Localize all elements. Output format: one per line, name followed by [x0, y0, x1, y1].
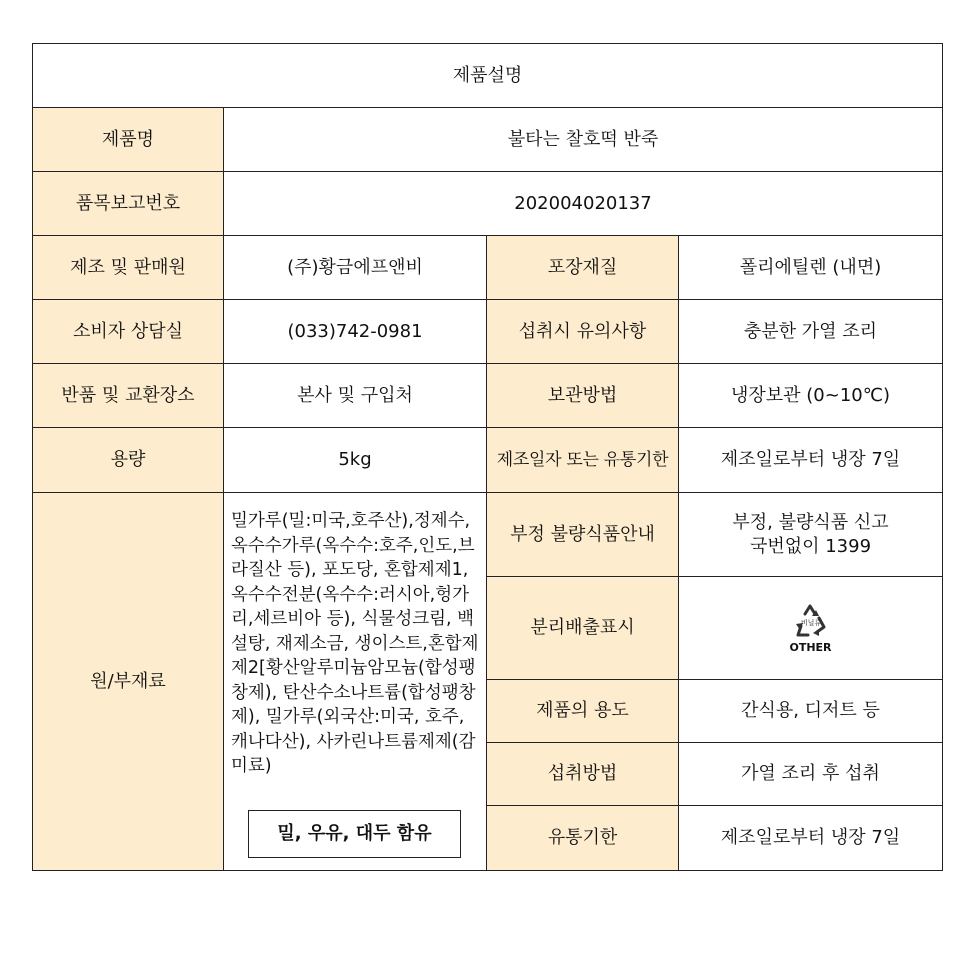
caution-value: 충분한 가열 조리	[679, 300, 943, 364]
method-value: 가열 조리 후 섭취	[679, 743, 943, 806]
storage-label: 보관방법	[487, 364, 679, 428]
mfg-date-value: 제조일로부터 냉장 7일	[679, 428, 943, 493]
product-info-table	[32, 43, 943, 872]
capacity-label: 용량	[32, 428, 224, 493]
usage-value: 간식용, 디저트 등	[679, 680, 943, 743]
report-number-label: 품목보고번호	[32, 172, 224, 236]
recycling-label: 분리배출표시	[487, 577, 679, 680]
consumer-center-value: (033)742-0981	[224, 300, 487, 364]
recycle-mark-text: 비닐류	[800, 619, 821, 627]
report-number-value: 202004020137	[224, 172, 943, 236]
recycle-other-text: OTHER	[789, 641, 832, 654]
returns-value: 본사 및 구입처	[224, 364, 487, 428]
capacity-value: 5kg	[224, 428, 487, 493]
storage-value: 냉장보관 (0~10℃)	[679, 364, 943, 428]
ingredients-text: 밀가루(밀:미국,호주산),정제수,옥수수가루(옥수수:호주,인도,브라질산 등), 포도당, 혼합제제1, 옥수수전분(옥수수:러시아,헝가리,세르비아 등), 식물성크림, 백설탕, 재제소금, 생이스트,혼합제제2[황산알루미늄암모늄(합성팽창제), 탄산수소나트륨(합성팽창제), 밀가루(외국산:미국, 호주, 캐나다산), 사카린나트륨제제(감미료)	[231, 511, 479, 776]
expiry-value: 제조일로부터 냉장 7일	[679, 806, 943, 871]
ingredients-label: 원/부재료	[32, 493, 224, 871]
packaging-label: 포장재질	[487, 236, 679, 300]
product-name-label: 제품명	[32, 108, 224, 172]
packaging-value: 폴리에틸렌 (내면)	[679, 236, 943, 300]
recycle-icon	[791, 602, 831, 640]
product-name-value: 불타는 찰호떡 반죽	[224, 108, 943, 172]
bad-food-label: 부정 불량식품안내	[487, 493, 679, 577]
consumer-center-label: 소비자 상담실	[32, 300, 224, 364]
usage-label: 제품의 용도	[487, 680, 679, 743]
bad-food-value	[679, 493, 943, 577]
returns-label: 반품 및 교환장소	[32, 364, 224, 428]
maker-label: 제조 및 판매원	[32, 236, 224, 300]
recycling-mark	[679, 577, 943, 680]
allergen-box: 밀, 우유, 대두 함유	[248, 810, 461, 858]
mfg-date-label: 제조일자 또는 유통기한	[487, 428, 679, 493]
table-title: 제품설명	[32, 43, 943, 108]
bad-food-line1: 부정, 불량식품 신고	[732, 511, 889, 533]
method-label: 섭취방법	[487, 743, 679, 806]
caution-label: 섭취시 유의사항	[487, 300, 679, 364]
expiry-label: 유통기한	[487, 806, 679, 871]
bad-food-line2: 국번없이 1399	[749, 535, 872, 557]
maker-value: (주)황금에프앤비	[224, 236, 487, 300]
ingredients-cell	[224, 493, 487, 871]
